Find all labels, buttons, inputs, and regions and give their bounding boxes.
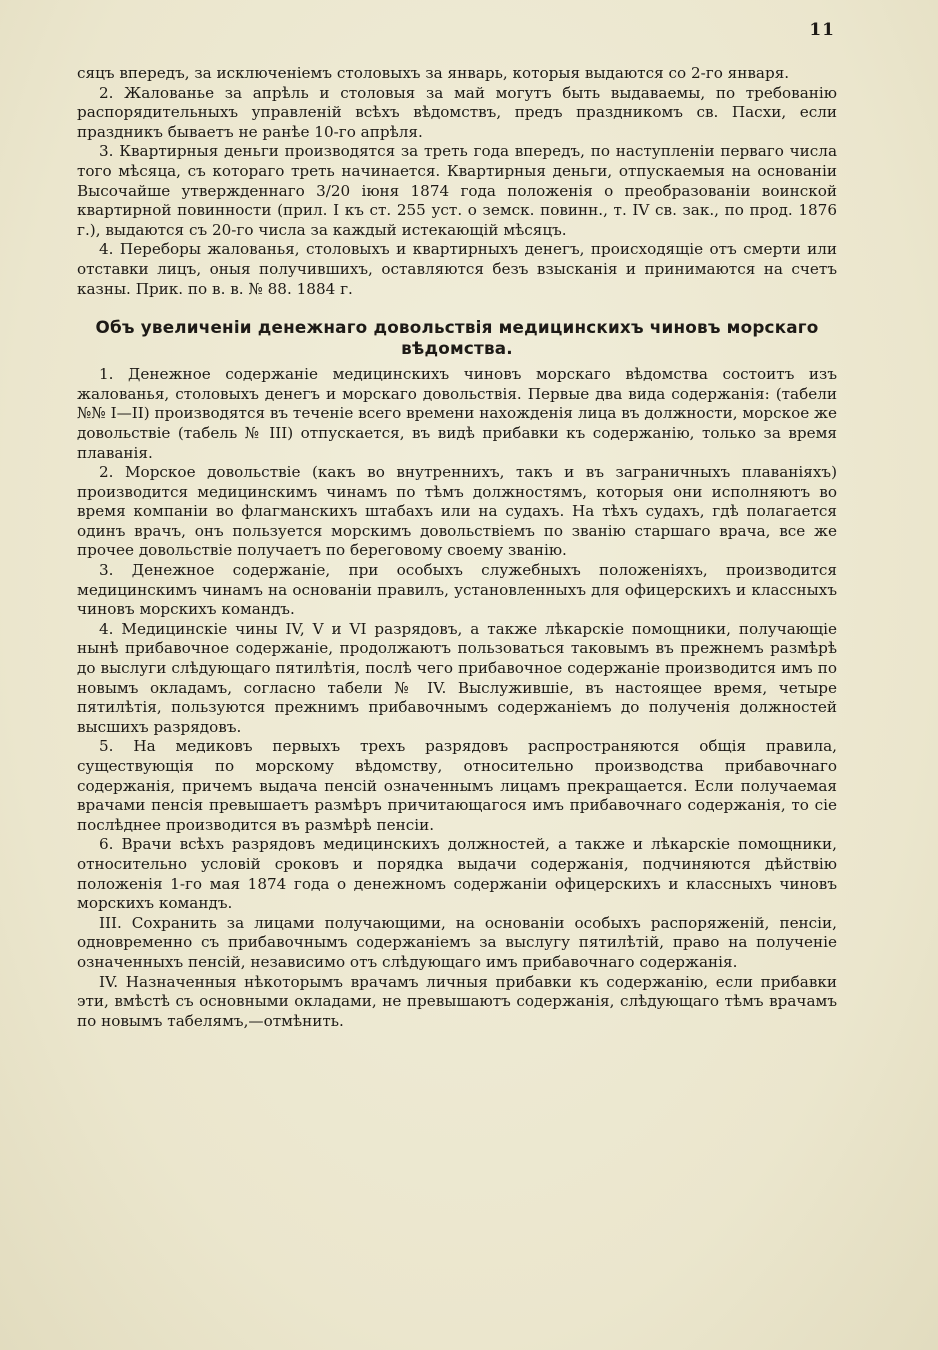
paragraph-3-special-positions: 3. Денежное содержанiе, при особыхъ служебныхъ положенiяхъ, производится медицинскимъ чинамъ на основанiи правилъ, установленныхъ для офицерскихъ и классныхъ чиновъ морскихъ командъ. [77, 561, 837, 619]
page-content [77, 62, 837, 1031]
page-number: 11 [809, 20, 835, 40]
paragraph-iii-retain-pensions: III. Сохранить за лицами получающими, на основанiи особыхъ распоряженiй, пенсiи, одновременно съ прибавочнымъ содержанiемъ за выслугу пятилѣтiй, право на полученiе означенныхъ пенсiй, независимо отъ слѣдующаго имъ прибавочнаго содержанiя. [77, 913, 837, 971]
pay-rules-section [77, 64, 837, 299]
paragraph-6-doctors: 6. Врачи всѣхъ разрядовъ медицинскихъ должностей, а также и лѣкарскiе помощники, относительно условiй сроковъ и порядка выдачи содержанiя, подчиняются дѣйствiю положенiя 1-го мая 1874 года о денежномъ содержанiи офицерскихъ и классныхъ чиновъ морскихъ командъ. [77, 835, 837, 913]
paragraph-5-pensions: 5. На медиковъ первыхъ трехъ разрядовъ распространяются общiя правила, существующiя по морскому вѣдомству, относительно производства прибавочнаго содержанiя, причемъ выдача пенсiй означеннымъ лицамъ прекращается. Если получаемая врачами пенсiя превышаетъ размѣръ причитающагося имъ прибавочнаго содержанiя, то сiе послѣднее производится въ размѣрѣ пенсiи. [77, 737, 837, 834]
medical-allowance-section [77, 365, 837, 1031]
paragraph-2-sea-allowance: 2. Морское довольствiе (какъ во внутреннихъ, такъ и въ заграничныхъ плаванiяхъ) производится медицинскимъ чинамъ по тѣмъ должностямъ, которыя они исполняютъ во время компанiи во флагманскихъ штабахъ или на судахъ. На тѣхъ судахъ, гдѣ полагается одинъ врачъ, онъ пользуется морскимъ довольствiемъ по званiю старшаго врача, все же прочее довольствiе получаетъ по береговому своему званiю. [77, 463, 837, 560]
paragraph-3-housing-money: 3. Квартирныя деньги производятся за треть года впередъ, по наступленiи перваго числа того мѣсяца, съ котораго треть начинается. Квартирныя деньги, отпускаемыя на основанiи Высочайше утвержденнаго 3/20 iюня 1874 года положенiя о преобразованiи воинской квартирной повинности (прил. I къ ст. 255 уст. о земск. повинн., т. IV св. зак., по прод. 1876 г.), выдаются съ 20-го числа за каждый истекающiй мѣсяцъ. [77, 142, 837, 239]
paragraph-continuation: сяцъ впередъ, за исключенiемъ столовыхъ за январь, которыя выдаются со 2-го января. [77, 64, 790, 82]
section-heading: Объ увеличенiи денежнаго довольствiя медицинскихъ чиновъ морскаго вѣдомства. [95, 317, 819, 359]
paragraph-iv-cancel-additions: IV. Назначенныя нѣкоторымъ врачамъ личныя прибавки къ содержанiю, если прибавки эти, вмѣстѣ съ основными окладами, не превышаютъ содержанiя, слѣдующаго тѣмъ врачамъ по новымъ табелямъ,—отмѣнить. [77, 972, 837, 1030]
paragraph-4-overpayments: 4. Переборы жалованья, столовыхъ и квартирныхъ денегъ, происходящiе отъ смерти или отставки лицъ, оныя получившихъ, оставляются безъ взысканiя и принимаются на счетъ казны. Прик. по в. в. № 88. 1884 г. [77, 240, 837, 298]
paragraph-2-salary: 2. Жалованье за апрѣль и столовыя за май могутъ быть выдаваемы, по требованiю распорядительныхъ управленiй всѣхъ вѣдомствъ, предъ праздникомъ св. Пасхи, если праздникъ бываетъ не ранѣе 10-го апрѣля. [77, 83, 837, 141]
paragraph-1-content: 1. Денежное содержанiе медицинскихъ чиновъ морскаго вѣдомства состоитъ изъ жалованья, столовыхъ денегъ и морскаго довольствiя. Первые два вида содержанiя: (табели №№ I—II) производятся въ теченiе всего времени нахожденiя лица въ должности, морское же довольствiе (табель № III) отпускается, въ видѣ прибавки къ содержанiю, только за время плаванiя. [77, 365, 837, 462]
paragraph-4-ranks: 4. Медицинскiе чины IV, V и VI разрядовъ, а также лѣкарскiе помощники, получающiе нынѣ прибавочное содержанiе, продолжаютъ пользоваться таковымъ въ прежнемъ размѣрѣ до выслуги слѣдующаго пятилѣтiя, послѣ чего прибавочное содержанiе производится имъ по новымъ окладамъ, согласно табели № IV. Выслужившiе, въ настоящее время, четыре пятилѣтiя, пользуются прежнимъ прибавочнымъ содержанiемъ до полученiя должностей высшихъ разрядовъ. [77, 619, 837, 736]
